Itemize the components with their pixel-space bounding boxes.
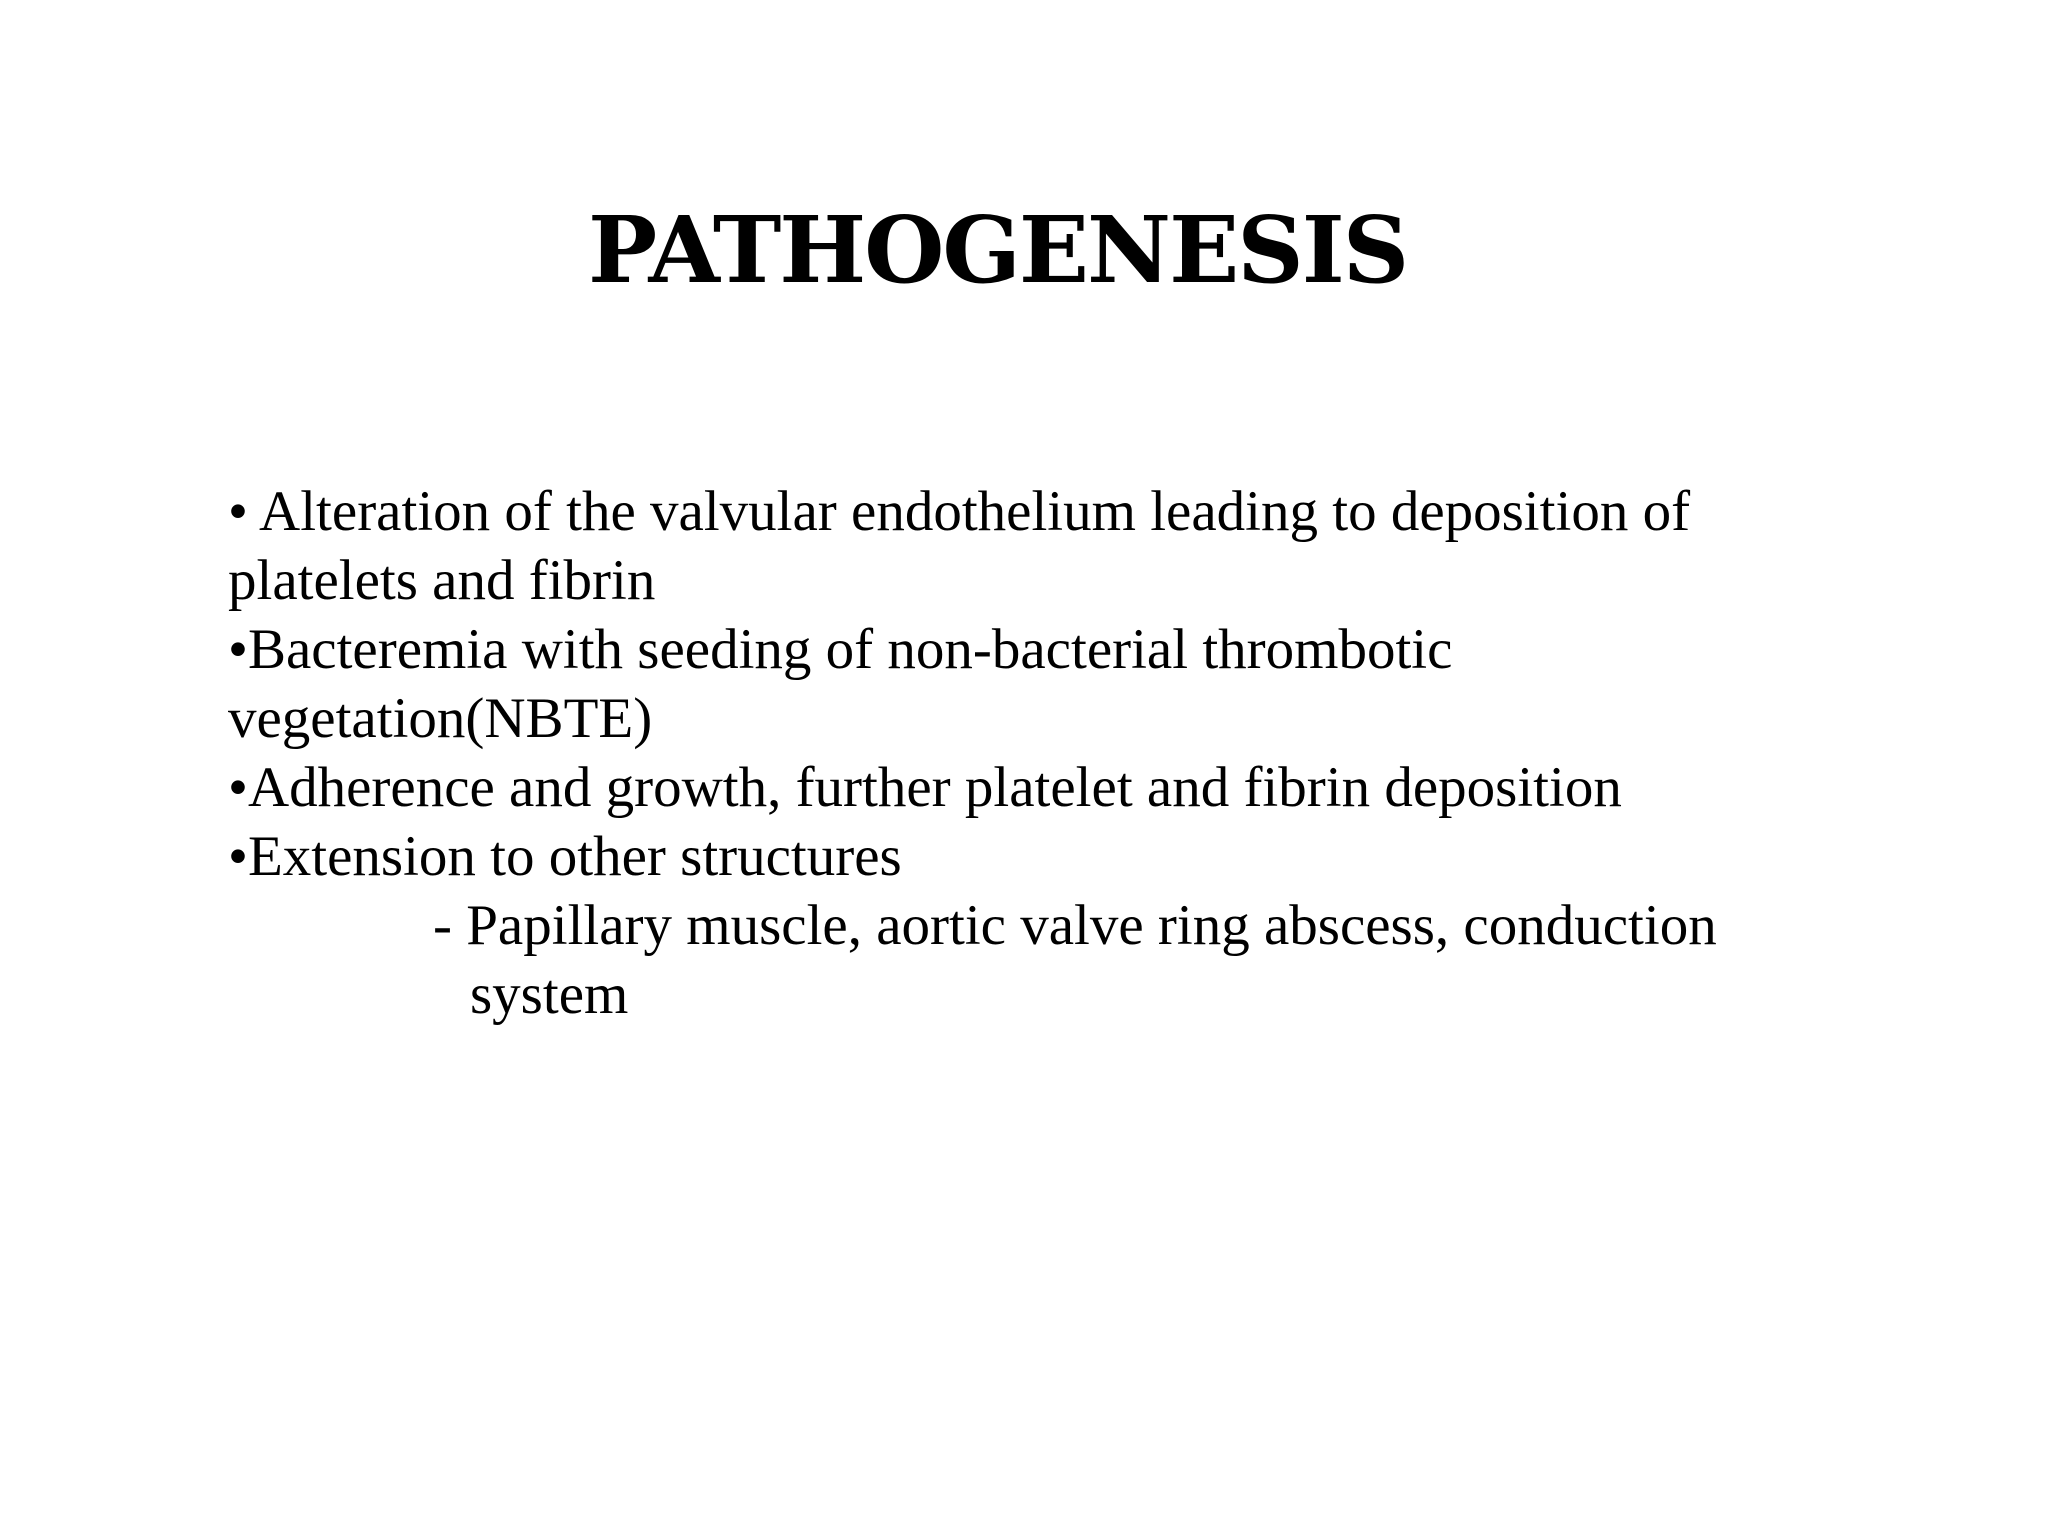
slide-body — [228, 477, 1848, 1029]
bullet-item-3: •Adherence and growth, further platelet and fibrin deposition — [228, 756, 1622, 819]
slide-title: PATHOGENESIS — [588, 196, 1408, 304]
bullet-item-2-line-2: vegetation(NBTE) — [228, 687, 653, 750]
bullet-item-4: •Extension to other structures — [228, 825, 902, 888]
bullet-item-2-line-1: •Bacteremia with seeding of non-bacterial thrombotic — [228, 618, 1453, 681]
sub-bullet-line-2: system — [470, 963, 629, 1026]
bullet-item-1-line-1: • Alteration of the valvular endothelium leading to deposition of — [228, 480, 1691, 543]
sub-bullet-line-1: - Papillary muscle, aortic valve ring abscess, conduction — [433, 894, 1717, 957]
bullet-item-1-line-2: platelets and fibrin — [228, 549, 656, 612]
